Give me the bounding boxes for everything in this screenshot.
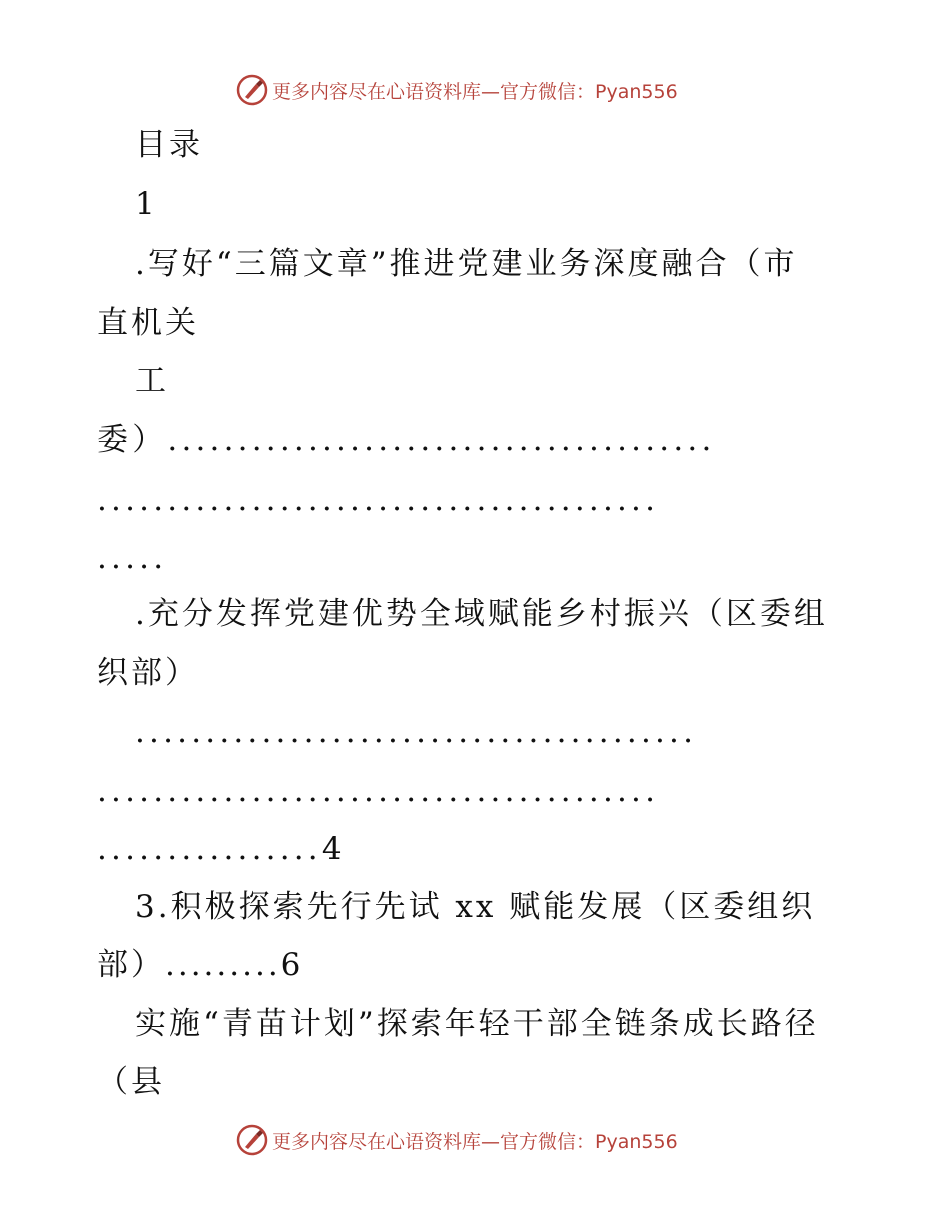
toc-line: 3.积极探索先行先试 xx 赋能发展（区委组织 bbox=[135, 889, 816, 925]
toc-line: ........................................ bbox=[97, 773, 660, 809]
toc-line: ..... bbox=[97, 540, 168, 576]
header-watermark bbox=[0, 70, 950, 110]
toc-line: 部）.........6 bbox=[97, 947, 304, 983]
toc-line: ................4 bbox=[97, 831, 346, 867]
toc-title: 目录 bbox=[135, 127, 203, 163]
toc-line: 直机关 bbox=[97, 305, 199, 341]
toc-line: .写好“三篇文章”推进党建业务深度融合（市 bbox=[135, 246, 798, 282]
toc-line: 实施“青苗计划”探索年轻干部全链条成长路径 bbox=[135, 1006, 819, 1042]
watermark-text: 更多内容尽在心语资料库—官方微信：Pyan556 bbox=[272, 1130, 678, 1153]
toc-line: （县 bbox=[97, 1064, 165, 1100]
toc-line: 1 bbox=[135, 186, 158, 222]
pen-logo-icon bbox=[236, 74, 268, 106]
toc-line: 织部） bbox=[97, 655, 199, 691]
toc-line: 工 bbox=[135, 363, 169, 399]
toc-line: .充分发挥党建优势全域赋能乡村振兴（区委组 bbox=[135, 596, 828, 632]
watermark-text: 更多内容尽在心语资料库—官方微信：Pyan556 bbox=[272, 80, 678, 103]
footer-watermark bbox=[0, 1120, 950, 1160]
toc-line: ........................................ bbox=[135, 714, 698, 750]
toc-line: 委）....................................... bbox=[97, 422, 716, 458]
toc-line: ........................................ bbox=[97, 482, 660, 518]
pen-logo-icon bbox=[236, 1124, 268, 1156]
